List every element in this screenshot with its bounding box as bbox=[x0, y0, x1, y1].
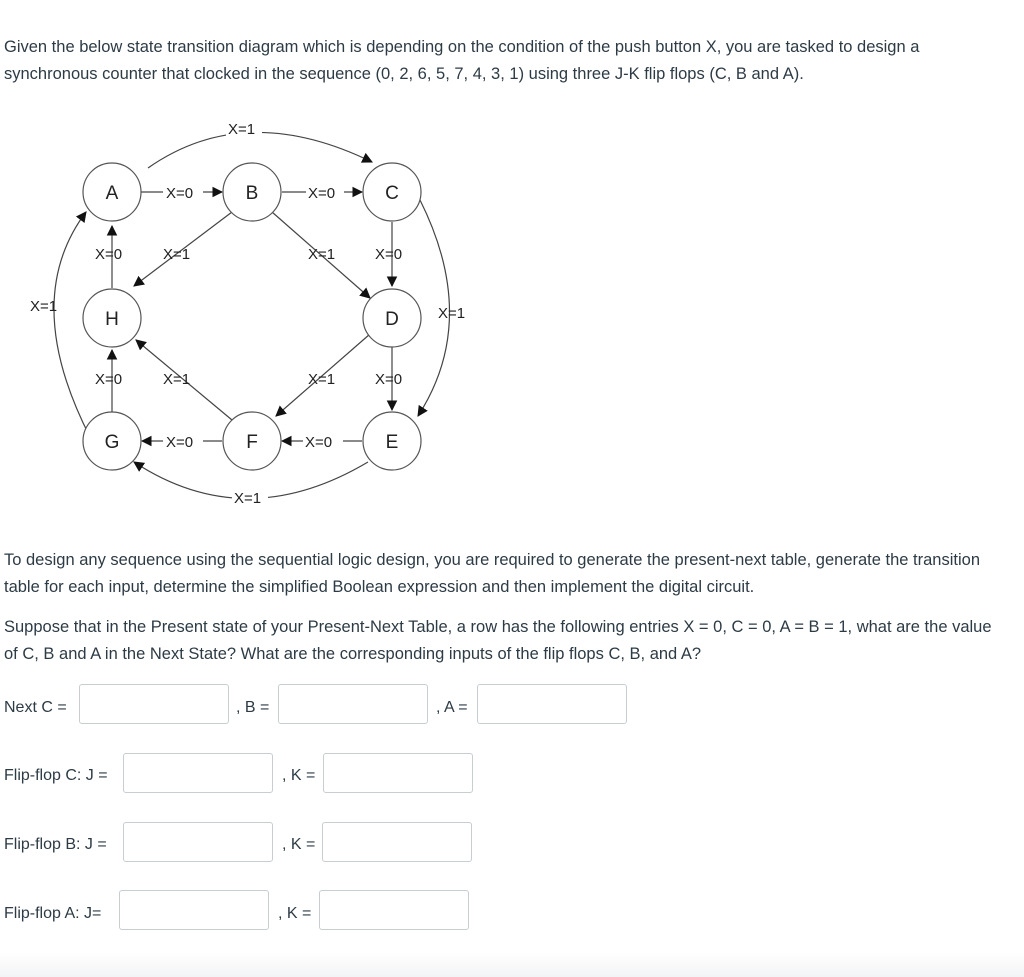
edge-label-g-e: X=1 bbox=[234, 490, 262, 507]
ff-c-k-input[interactable] bbox=[323, 753, 473, 793]
edge-label-b-c: X=0 bbox=[308, 185, 336, 202]
ff-a-j-label: Flip-flop A: J= bbox=[4, 905, 102, 922]
state-label-a: A bbox=[105, 183, 119, 204]
edge-label-f-g: X=0 bbox=[166, 434, 194, 451]
question-intro: Given the below state transition diagram which is depending on the condition of the push button X, you are tasked to design a synchronous counter that clocked in the sequence (0, 2, 6, 5, 7, 4, 3, 1) using three J-K flip flops (C, B and A). bbox=[4, 38, 920, 83]
state-label-d: D bbox=[385, 309, 399, 330]
question-instructions: To design any sequence using the sequential logic design, you are required to generate the present-next table, generate the transition table for each input, determine the simplified Boolean expression and then implement the digital circuit. bbox=[4, 551, 980, 596]
ff-b-k-label: , K = bbox=[282, 836, 316, 853]
edge-label-right-loop: X=1 bbox=[438, 305, 466, 322]
edge-label-c-d: X=0 bbox=[375, 246, 403, 263]
ff-b-j-input[interactable] bbox=[123, 822, 273, 862]
next-a-label: , A = bbox=[436, 699, 468, 716]
state-label-h: H bbox=[105, 309, 119, 330]
state-label-f: F bbox=[246, 432, 258, 453]
state-label-g: G bbox=[104, 432, 120, 453]
ff-c-k-label: , K = bbox=[282, 767, 316, 784]
next-a-input[interactable] bbox=[477, 684, 627, 724]
next-c-label: Next C = bbox=[4, 699, 67, 716]
ff-a-j-input[interactable] bbox=[119, 890, 269, 930]
state-label-e: E bbox=[385, 432, 399, 453]
ff-a-k-input[interactable] bbox=[319, 890, 469, 930]
next-b-input[interactable] bbox=[278, 684, 428, 724]
ff-b-k-input[interactable] bbox=[322, 822, 472, 862]
edge-label-f-d: X=1 bbox=[308, 371, 336, 388]
edge-label-a-b: X=0 bbox=[166, 185, 194, 202]
ff-c-j-label: Flip-flop C: J = bbox=[4, 767, 108, 784]
edge-label-g-f: X=1 bbox=[163, 371, 191, 388]
state-label-c: C bbox=[385, 183, 399, 204]
edge-label-d-e: X=0 bbox=[375, 371, 403, 388]
edge-label-left-loop: X=1 bbox=[30, 298, 58, 315]
edge-label-a-h: X=0 bbox=[95, 246, 123, 263]
edge-a-c bbox=[148, 132, 372, 168]
next-b-label: , B = bbox=[236, 699, 270, 716]
state-transition-diagram bbox=[0, 110, 480, 510]
edge-label-h-g: X=0 bbox=[95, 371, 123, 388]
page-bottom-edge bbox=[0, 952, 1024, 977]
edge-label-d-b: X=1 bbox=[308, 246, 336, 263]
state-label-b: B bbox=[245, 183, 259, 204]
edge-label-e-f: X=0 bbox=[305, 434, 333, 451]
next-c-input[interactable] bbox=[79, 684, 229, 724]
ff-c-j-input[interactable] bbox=[123, 753, 273, 793]
question-prompt: Suppose that in the Present state of your Present-Next Table, a row has the following entries X = 0, C = 0, A = B = 1, what are the value of C, B and A in the Next State? What are the corresponding inputs of the flip flops C, B, and A? bbox=[4, 618, 992, 663]
ff-a-k-label: , K = bbox=[278, 905, 312, 922]
edge-label-h-b: X=1 bbox=[163, 246, 191, 263]
edge-label-a-c: X=1 bbox=[228, 121, 256, 138]
ff-b-j-label: Flip-flop B: J = bbox=[4, 836, 107, 853]
